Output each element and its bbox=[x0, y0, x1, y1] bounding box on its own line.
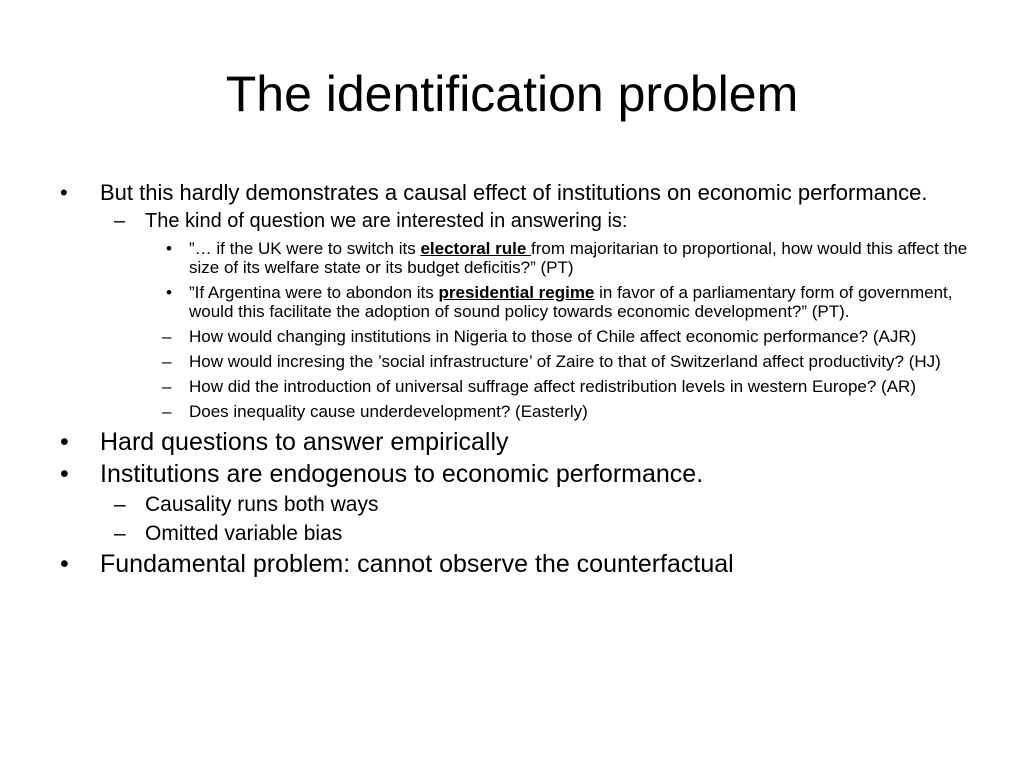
list-item bbox=[56, 181, 976, 205]
dash-marker: – bbox=[114, 210, 126, 232]
bullet-marker: • bbox=[60, 428, 69, 456]
list-item-text: Does inequality cause underdevelopment? (Easterly) bbox=[189, 402, 588, 421]
list-item bbox=[56, 459, 976, 489]
list-item-text: Omitted variable bias bbox=[145, 522, 343, 545]
list-item bbox=[56, 549, 976, 579]
list-item-text bbox=[189, 283, 953, 321]
list-item-text: Causality runs both ways bbox=[145, 493, 379, 516]
bullet-marker: • bbox=[60, 550, 69, 578]
bullet-marker: • bbox=[166, 283, 172, 302]
dash-marker: – bbox=[162, 402, 172, 421]
dash-marker: – bbox=[114, 522, 126, 545]
list-item-text: Fundamental problem: cannot observe the counterfactual bbox=[100, 550, 734, 578]
list-item bbox=[56, 377, 976, 396]
dash-marker: – bbox=[162, 377, 172, 396]
bullet-marker: • bbox=[166, 239, 172, 258]
list-item-text: How would incresing the ’social infrastructure’ of Zaire to that of Switzerland affect productivity? (HJ) bbox=[189, 352, 941, 371]
text-segment: ”… if the UK were to switch its bbox=[189, 239, 421, 258]
bullet-marker: • bbox=[60, 460, 69, 488]
dash-marker: – bbox=[114, 493, 126, 516]
list-item bbox=[56, 352, 976, 371]
list-item bbox=[56, 239, 976, 277]
list-item-text bbox=[189, 239, 967, 277]
text-segment: in favor of a parliamentary form of government, would this facilitate the adoption of sound policy towards economic development?” (PT). bbox=[189, 283, 953, 321]
list-item bbox=[56, 520, 976, 547]
list-item-text: Institutions are endogenous to economic performance. bbox=[100, 460, 704, 488]
text-segment: ”If Argentina were to abondon its bbox=[189, 283, 439, 302]
text-segment: from majoritarian to proportional, how would this affect the size of its welfare state or its budget deficitis?” (PT) bbox=[189, 239, 968, 277]
keyword-electoral-rule: electoral rule bbox=[420, 239, 532, 258]
list-item bbox=[56, 427, 976, 457]
list-item bbox=[56, 327, 976, 346]
dash-marker: – bbox=[162, 327, 172, 346]
bullet-list bbox=[56, 181, 976, 581]
dash-marker: – bbox=[162, 352, 172, 371]
list-item bbox=[56, 491, 976, 518]
keyword-presidential-regime: presidential regime bbox=[438, 283, 595, 302]
slide-title: The identification problem bbox=[225, 66, 799, 122]
list-item bbox=[56, 210, 976, 232]
bullet-marker: • bbox=[60, 180, 68, 205]
list-item-text: How did the introduction of universal suffrage affect redistribution levels in western Europe? (AR) bbox=[189, 377, 916, 396]
list-item-text: But this hardly demonstrates a causal effect of institutions on economic performance. bbox=[100, 180, 928, 205]
list-item-text: Hard questions to answer empirically bbox=[100, 428, 509, 456]
list-item bbox=[56, 402, 976, 421]
list-item-text: The kind of question we are interested in answering is: bbox=[145, 210, 628, 232]
list-item bbox=[56, 283, 976, 321]
list-item-text: How would changing institutions in Nigeria to those of Chile affect economic performance? (AJR) bbox=[189, 327, 917, 346]
